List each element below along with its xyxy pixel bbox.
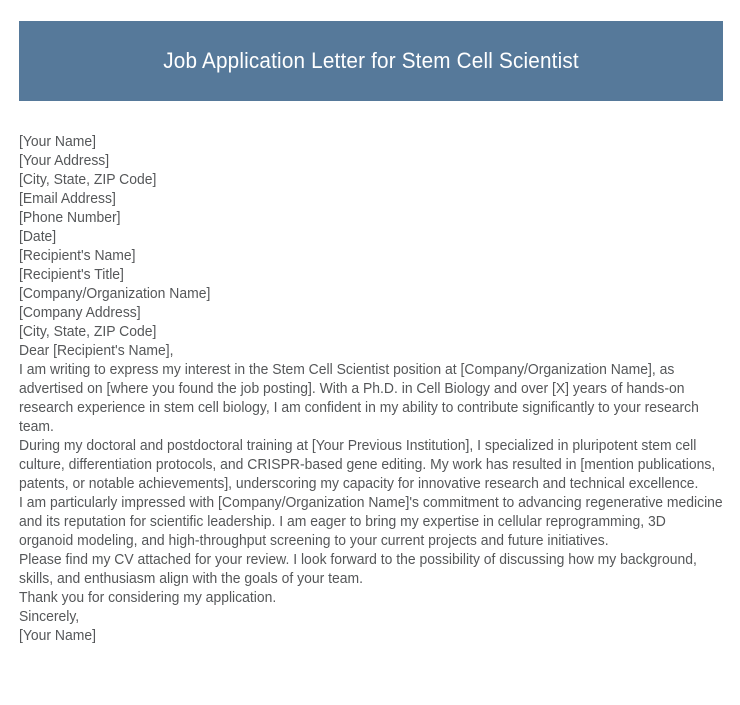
body-paragraph-2: During my doctoral and postdoctoral training at [Your Previous Institution], I specialized in pluripotent stem cell culture, differentiation protocols, and CRISPR-based gene editing. My work has resulted in [mention publications, patents, or notable achievements], underscoring my capacity for innovative research and technical excellence.	[19, 438, 716, 492]
letter-body	[19, 133, 723, 646]
sender-city-state-zip-line: [City, State, ZIP Code]	[19, 172, 157, 188]
recipient-address-line: [Company Address]	[19, 305, 141, 321]
signature-name-line: [Your Name]	[19, 628, 96, 644]
sender-email-line: [Email Address]	[19, 191, 116, 207]
date-line: [Date]	[19, 229, 57, 245]
body-paragraph-1: I am writing to express my interest in the Stem Cell Scientist position at [Company/Organization Name], as advertised on [where you found the job posting]. With a Ph.D. in Cell Biology and over [X] years of hands-on research experience in stem cell biology, I am confident in my ability to contribute significantly to your research team.	[19, 362, 699, 435]
recipient-city-state-zip-line: [City, State, ZIP Code]	[19, 324, 157, 340]
document-title: Job Application Letter for Stem Cell Scientist	[163, 47, 579, 73]
sender-name-line: [Your Name]	[19, 134, 96, 150]
recipient-title-line: [Recipient's Title]	[19, 267, 124, 283]
recipient-name-line: [Recipient's Name]	[19, 248, 136, 264]
body-paragraph-3: I am particularly impressed with [Company/Organization Name]'s commitment to advancing regenerative medicine and its reputation for scientific leadership. I am eager to bring my expertise in cellular reprogramming, 3D organoid modeling, and high-throughput screening to your current projects and future initiatives.	[19, 495, 723, 549]
thank-you-line: Thank you for considering my application.	[19, 590, 277, 606]
recipient-company-line: [Company/Organization Name]	[19, 286, 211, 302]
body-paragraph-4: Please find my CV attached for your review. I look forward to the possibility of discussing how my background, skills, and enthusiasm align with the goals of your team.	[19, 552, 697, 587]
sender-phone-line: [Phone Number]	[19, 210, 121, 226]
sender-address-line: [Your Address]	[19, 153, 110, 169]
sign-off-line: Sincerely,	[19, 609, 80, 625]
salutation-line: Dear [Recipient's Name],	[19, 343, 174, 359]
document-header-banner	[19, 21, 723, 101]
